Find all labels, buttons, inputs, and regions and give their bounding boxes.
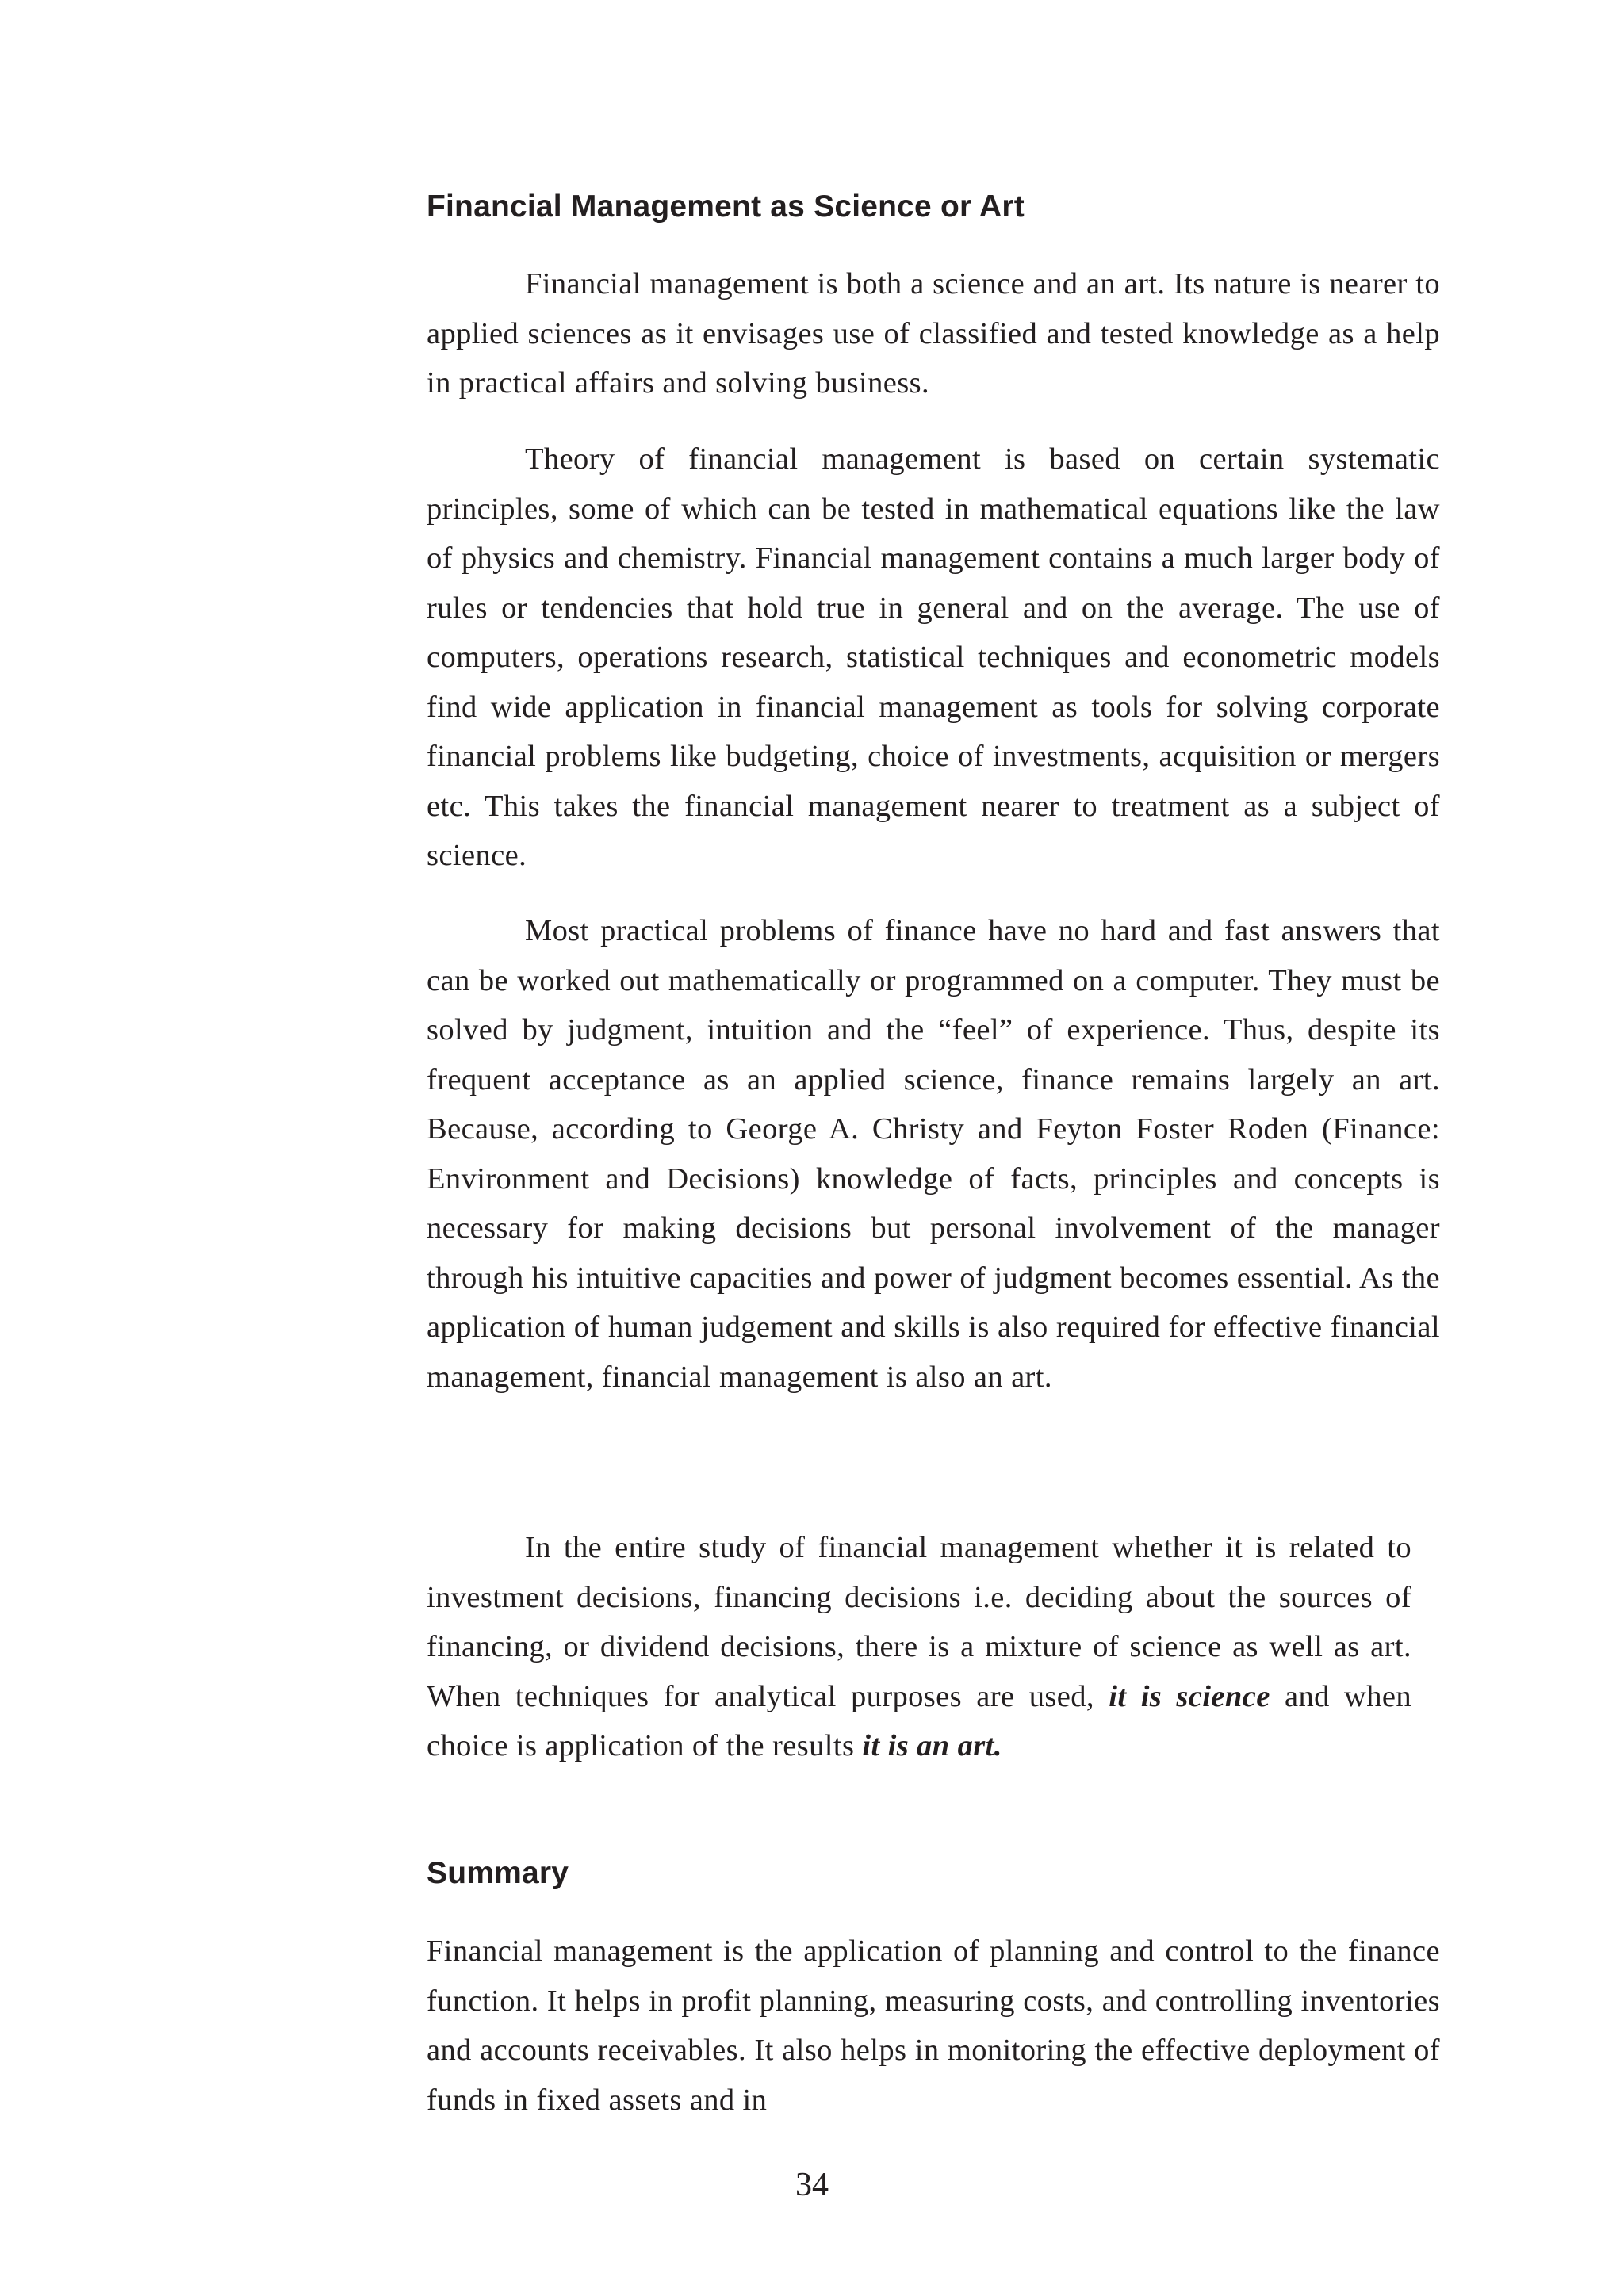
paragraph-mixture xyxy=(427,1523,1411,1771)
paragraph-theory: Theory of financial management is based on certain systematic principles, some of which can be tested in mathematical equations like the law of physics and chemistry. Financial management contains a much larger body of rules or tendencies that hold true in general and on the average. The use of computers, operations research, statistical techniques and econometric models find wide application in financial management as tools for solving corporate financial problems like budgeting, choice of investments, acquisition or mergers etc. This takes the financial management nearer to treatment as a subject of science. xyxy=(427,442,1440,872)
mixture-text-middle: and when choice is application of the results xyxy=(427,1679,1411,1762)
summary-heading: Summary xyxy=(427,1856,569,1890)
emphasis-it-is-science: it is science xyxy=(1109,1679,1270,1713)
mixture-text-start: In the entire study of financial management whether it is related to investment decisions, financing decisions i.e. deciding about the sources of financing, or dividend decisions, there is a mixture of science as well as art. When techniques for analytical purposes are used, xyxy=(427,1531,1411,1713)
paragraph-practical-problems: Most practical problems of finance have no hard and fast answers that can be worked out mathematically or programmed on a computer. They must be solved by judgment, intuition and the “feel” of experience. Thus, despite its frequent acceptance as an applied science, finance remains largely an art. Because, according to George A. Christy and Feyton Foster Roden (Finance: Environment and Decisions) knowledge of facts, principles and concepts is necessary for making decisions but personal involvement of the manager through his intuitive capacities and power of judgment becomes essential. As the application of human judgement and skills is also required for effective financial management, financial management is also an art. xyxy=(427,914,1440,1394)
paragraph-science-art-intro: Financial management is both a science and an art. Its nature is nearer to applied sciences as it envisages use of classified and tested knowledge as a help in practical affairs and solving business. xyxy=(427,267,1440,400)
section-heading: Financial Management as Science or Art xyxy=(427,189,1025,224)
summary-paragraph: Financial management is the application of planning and control to the finance function. It helps in profit planning, measuring costs, and controlling inventories and accounts receivables. It also helps in monitoring the effective deployment of funds in fixed assets and in xyxy=(427,1934,1440,2117)
page-number: 34 xyxy=(795,2167,829,2203)
emphasis-it-is-an-art: it is an art. xyxy=(862,1729,1002,1762)
